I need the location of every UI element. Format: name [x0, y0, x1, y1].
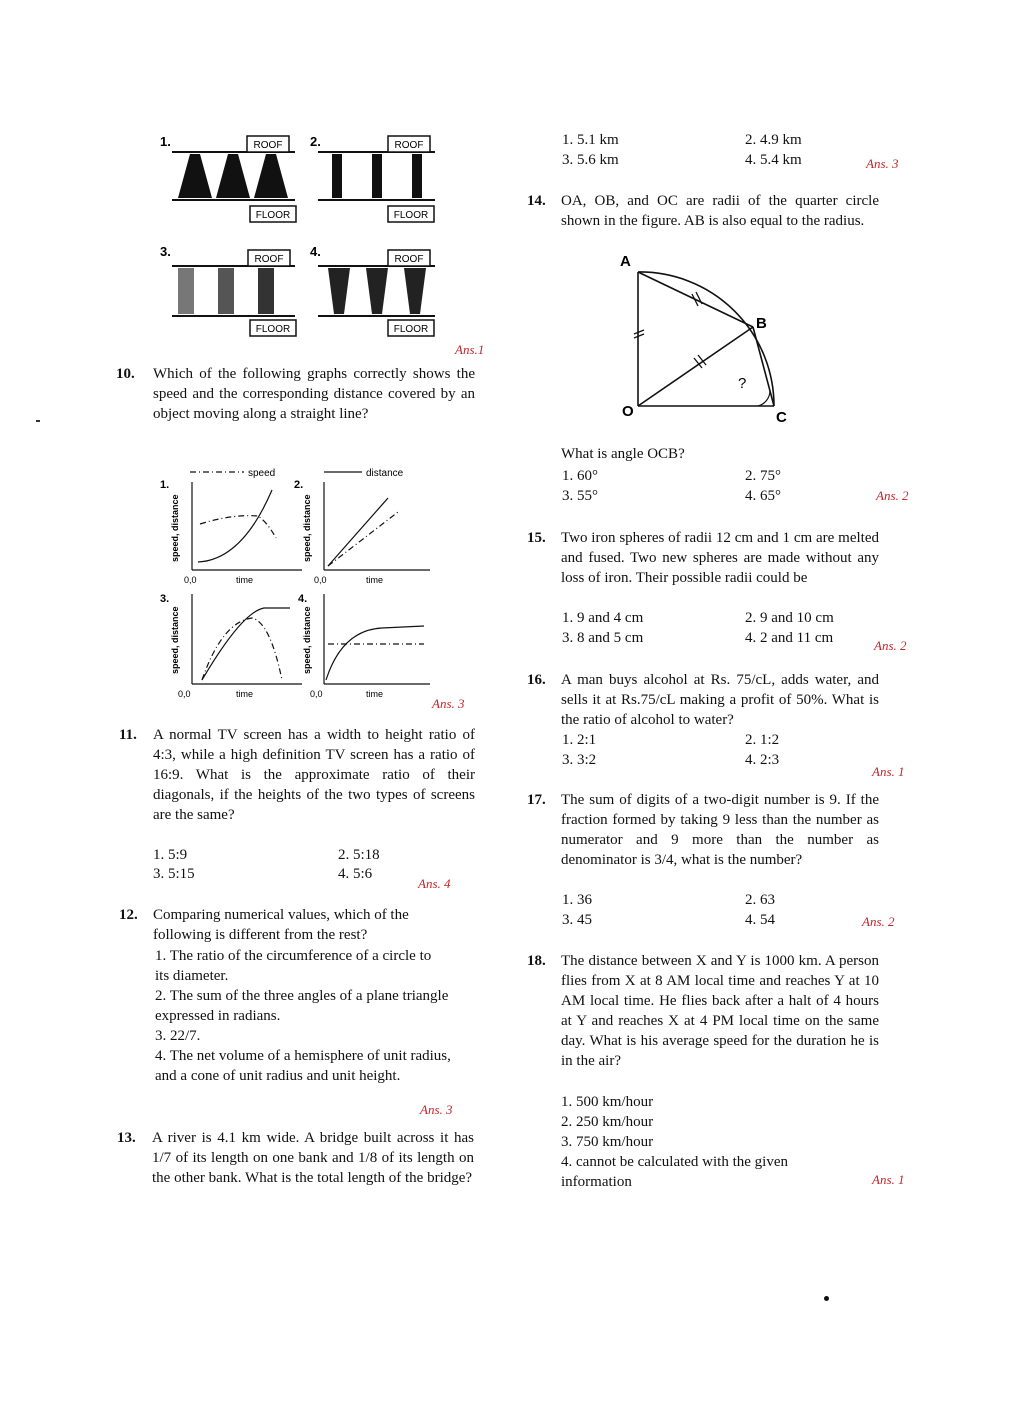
xlabel-3: time: [236, 689, 254, 699]
q9-answer: Ans.1: [455, 342, 485, 357]
q11-option-2[interactable]: 2. 5:18: [338, 847, 380, 863]
p3-speed: [202, 618, 282, 680]
label-o: O: [622, 403, 634, 420]
panel-label-2: 2.: [294, 479, 304, 491]
q9-label-1: 1.: [160, 134, 171, 149]
origin-2: 0,0: [314, 575, 327, 585]
ylabel-3: speed, distance: [170, 606, 180, 674]
q11-option-3[interactable]: 3. 5:15: [153, 866, 195, 882]
scan-speck: [36, 420, 40, 422]
q14-option-4[interactable]: 4. 65°: [745, 488, 781, 504]
q17-answer: Ans. 2: [862, 914, 895, 929]
q9-roof-1: ROOF: [253, 140, 283, 151]
p3-distance: [202, 608, 290, 680]
q17-option-2[interactable]: 2. 63: [745, 892, 775, 908]
q14-figure: [608, 250, 798, 430]
q16-text: A man buys alcohol at Rs. 75/cL, adds water, and sells it at Rs.75/cL making a profit of 50%. What is the ratio of alcohol to water?: [561, 672, 879, 728]
p2-speed: [328, 512, 398, 566]
q16-option-2[interactable]: 2. 1:2: [745, 732, 780, 748]
q11-text: A normal TV screen has a width to height ratio of 4:3, while a high definition TV screen has a ratio of 16:9. What is the approximate ratio of their diagonals, if the heights of the two types of screens are the same?: [153, 727, 475, 823]
scan-speck: [824, 1296, 829, 1301]
q14-option-2[interactable]: 2. 75°: [745, 468, 781, 484]
q13-option-2[interactable]: 2. 4.9 km: [745, 132, 802, 148]
ylabel-1: speed, distance: [170, 494, 180, 562]
q9-panel-3: [160, 244, 296, 336]
radius-ob: [638, 327, 753, 406]
q9-roof-4: ROOF: [394, 254, 424, 265]
label-c: C: [776, 409, 787, 426]
q9-floor-2: FLOOR: [393, 210, 429, 221]
panel-label-1: 1.: [160, 479, 170, 491]
q13-option-4[interactable]: 4. 5.4 km: [745, 152, 802, 168]
q9-label-3: 3.: [160, 244, 171, 259]
q17-number: 17.: [527, 792, 546, 808]
q13-option-3[interactable]: 3. 5.6 km: [562, 152, 619, 168]
legend-distance: distance: [366, 468, 404, 479]
q15-number: 15.: [527, 530, 546, 546]
q13-number: 13.: [117, 1130, 136, 1146]
q13-text: A river is 4.1 km wide. A bridge built across it has 1/7 of its length on one bank and 1/8 of its length on the other bank. What is the total length of the bridge?: [152, 1130, 474, 1186]
q9-label-4: 4.: [310, 244, 321, 259]
q15-text: Two iron spheres of radii 12 cm and 1 cm are melted and fused. Two new spheres are made without any loss of iron. Their possible radii could be: [561, 530, 879, 586]
q14-number: 14.: [527, 193, 546, 209]
q10-graphs-svg: [152, 462, 442, 702]
q16-option-3[interactable]: 3. 3:2: [562, 752, 597, 768]
q18-text: The distance between X and Y is 1000 km. A person flies from X at 8 AM local time and reaches Y at 10 AM local time. He flies back after a halt of 4 hours at Y and reaches X at 4 PM local time on the same day. What is his average speed for the duration he is in the air?: [561, 953, 879, 1069]
q9-panel-4: [310, 244, 435, 336]
xlabel-2: time: [366, 575, 384, 585]
q10-number: 10.: [116, 366, 135, 382]
panel-label-3: 3.: [160, 593, 170, 605]
q12-number: 12.: [119, 907, 138, 923]
q12-text: Comparing numerical values, which of the following is different from the rest?: [153, 907, 409, 943]
p1-speed: [200, 516, 276, 538]
q9-roof-2: ROOF: [394, 140, 424, 151]
q18-option-2[interactable]: 2. 250 km/hour: [561, 1114, 654, 1130]
q9-floor-1: FLOOR: [255, 210, 291, 221]
q14-option-3[interactable]: 3. 55°: [562, 488, 598, 504]
q12-answer: Ans. 3: [420, 1102, 453, 1117]
q16-option-4[interactable]: 4. 2:3: [745, 752, 780, 768]
q11-number: 11.: [119, 727, 137, 743]
q17-option-1[interactable]: 1. 36: [562, 892, 592, 908]
q14-question: What is angle OCB?: [561, 446, 685, 462]
q14-text: OA, OB, and OC are radii of the quarter circle shown in the figure. AB is also equal to the radius.: [561, 193, 879, 229]
q18-option-1[interactable]: 1. 500 km/hour: [561, 1094, 654, 1110]
q11-option-4[interactable]: 4. 5:6: [338, 866, 373, 882]
q13-option-1[interactable]: 1. 5.1 km: [562, 132, 619, 148]
q18-option-4[interactable]: 4. cannot be calculated with the given information: [561, 1154, 788, 1190]
chord-ab: [638, 272, 753, 327]
q18-number: 18.: [527, 953, 546, 969]
p4-distance: [326, 626, 424, 680]
q15-option-3[interactable]: 3. 8 and 5 cm: [562, 630, 644, 646]
origin-4: 0,0: [310, 689, 323, 699]
q9-label-2: 2.: [310, 134, 321, 149]
q9-floor-4: FLOOR: [393, 324, 429, 335]
xlabel-1: time: [236, 575, 254, 585]
p2-distance: [328, 498, 388, 566]
q16-answer: Ans. 1: [872, 764, 905, 779]
q10-text: Which of the following graphs correctly shows the speed and the corresponding distance covered by an object moving along a straight line?: [153, 366, 475, 422]
q18-option-3[interactable]: 3. 750 km/hour: [561, 1134, 654, 1150]
q12-option-3[interactable]: 3. 22/7.: [155, 1028, 201, 1044]
q9-panel-2: [310, 134, 435, 222]
q11-option-1[interactable]: 1. 5:9: [153, 847, 188, 863]
legend-speed: speed: [248, 468, 276, 479]
q10-answer: Ans. 3: [432, 696, 465, 711]
origin-3: 0,0: [178, 689, 191, 699]
label-b: B: [756, 315, 767, 332]
arc-ac: [638, 272, 774, 406]
q15-option-4[interactable]: 4. 2 and 11 cm: [745, 630, 834, 646]
ylabel-4: speed, distance: [302, 606, 312, 674]
ylabel-2: speed, distance: [302, 494, 312, 562]
label-a: A: [620, 253, 631, 270]
q14-answer: Ans. 2: [876, 488, 909, 503]
q12-option-1[interactable]: 1. The ratio of the circumference of a circle to its diameter.: [155, 948, 432, 984]
quarter-circle-svg: [608, 250, 798, 430]
origin-1: 0,0: [184, 575, 197, 585]
xlabel-4: time: [366, 689, 384, 699]
p1-distance: [198, 490, 272, 562]
q9-roof-3: ROOF: [254, 254, 284, 265]
q14-option-1[interactable]: 1. 60°: [562, 468, 598, 484]
q17-option-4[interactable]: 4. 54: [745, 912, 775, 928]
panel-label-4: 4.: [298, 593, 308, 605]
q9-floor-3: FLOOR: [255, 324, 291, 335]
q12-option-4[interactable]: 4. The net volume of a hemisphere of unit radius, and a cone of unit radius and unit height.: [155, 1048, 451, 1084]
q15-option-2[interactable]: 2. 9 and 10 cm: [745, 610, 834, 626]
q16-option-1[interactable]: 1. 2:1: [562, 732, 597, 748]
q17-text: The sum of digits of a two-digit number is 9. If the fraction formed by taking 9 less than the number as numerator and 9 more than the number as denominator is 3/4, what is the number?: [561, 792, 879, 868]
q10-figure: [152, 462, 442, 702]
q15-answer: Ans. 2: [874, 638, 907, 653]
q13-answer: Ans. 3: [866, 156, 899, 171]
q12-option-2[interactable]: 2. The sum of the three angles of a plane triangle expressed in radians.: [155, 988, 449, 1024]
q16-number: 16.: [527, 672, 546, 688]
q9-figure: [150, 130, 450, 345]
q15-option-1[interactable]: 1. 9 and 4 cm: [562, 610, 644, 626]
q9-panel-1: [160, 134, 296, 222]
q18-answer: Ans. 1: [872, 1172, 905, 1187]
chord-bc: [753, 327, 774, 406]
label-question: ?: [738, 375, 747, 392]
q17-option-3[interactable]: 3. 45: [562, 912, 592, 928]
q11-answer: Ans. 4: [418, 876, 451, 891]
